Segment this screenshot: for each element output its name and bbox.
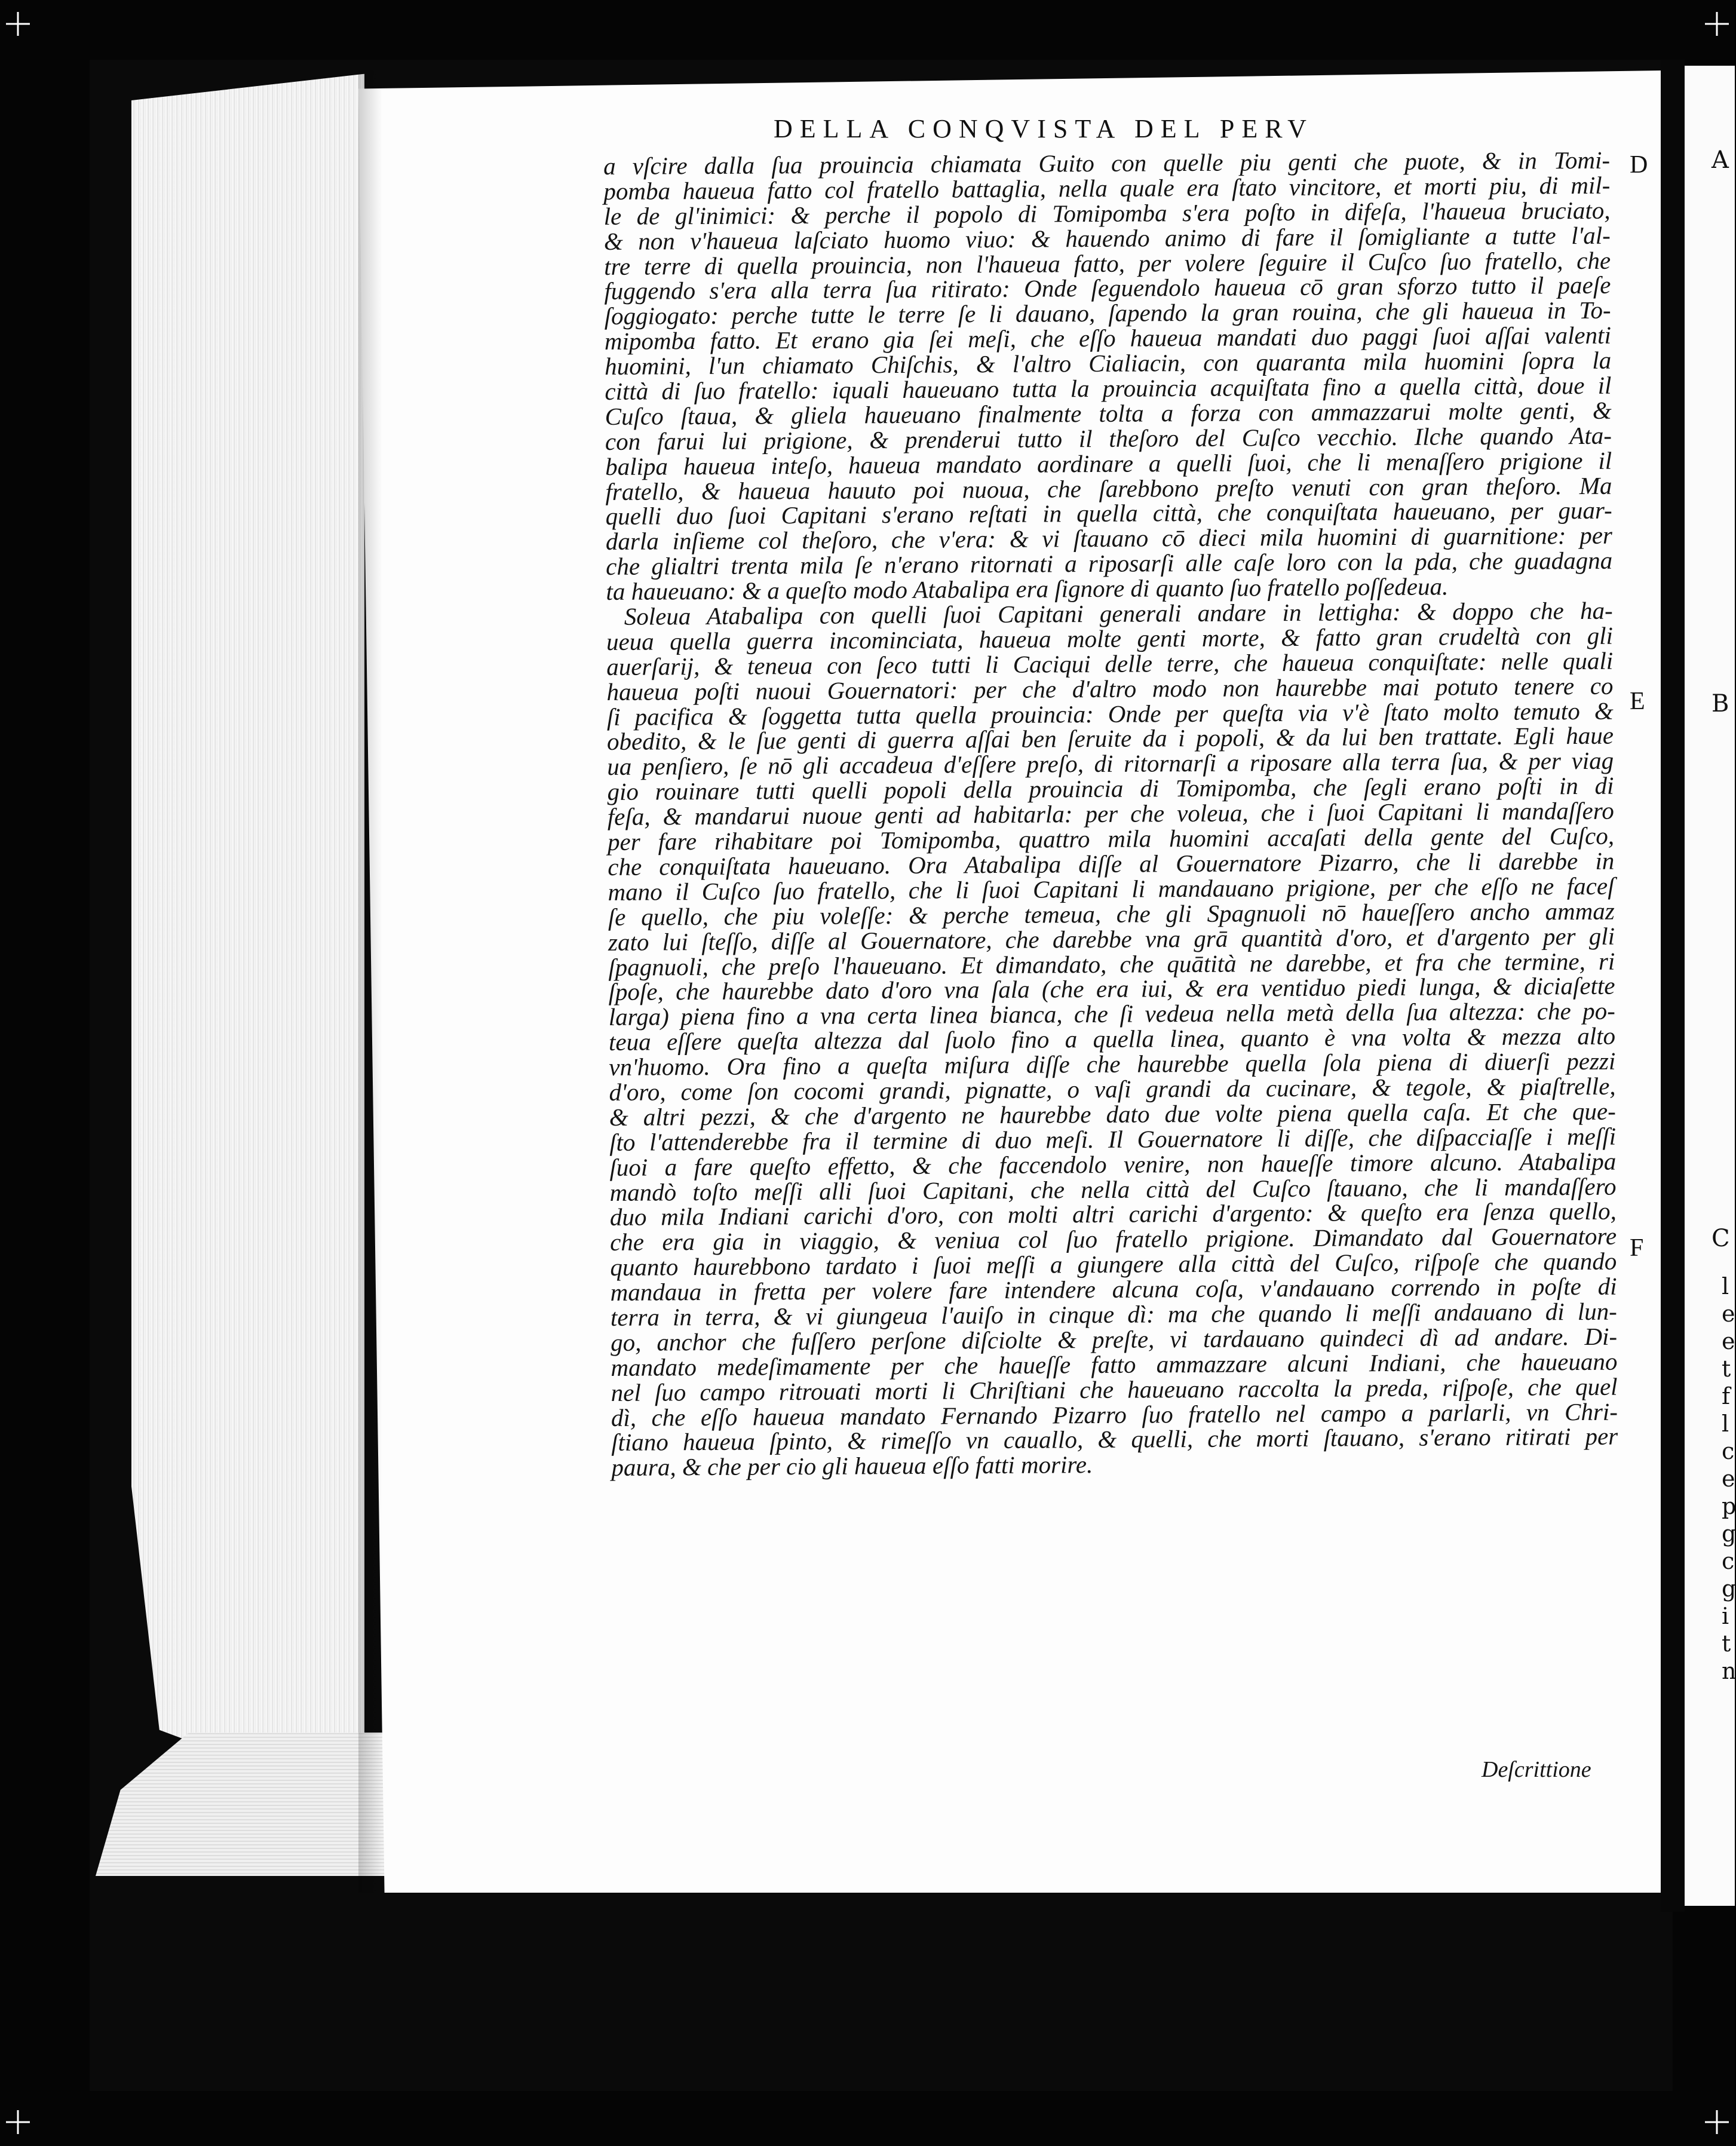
text-line: duo mila Indiani carichi d'oro, con molti altri carichi d'argento: & queſto era ſenza quello, [609, 1197, 1617, 1231]
text-line: mandaua in fretta per volere fare intendere alcuna coſa, v'andauano correndo in poſte di [610, 1272, 1617, 1307]
text-line: auerſarij, & teneua con ſeco tutti li Caciqui delle terre, che haueua conquiſtate: nelle quali [606, 646, 1614, 680]
text-line: che era gia in viaggio, & veniua col ſuo fratello prigione. Dimandato dal Gouernatore [609, 1222, 1617, 1256]
text-line: con farui lui prigione, & prenderui tutto il theſoro del Cuſco vecchio. Ilche quando Ata- [605, 421, 1612, 455]
text-line: haueua poſti nuoui Gouernatori: per che d'altro modo non haurebbe mai potuto tenere co [606, 672, 1614, 706]
text-line: le de gl'inimici: & perche il popolo di Tomipomba s'era poſto in difeſa, l'haueua bruciato, [603, 196, 1611, 230]
text-line: ua penſiero, ſe nō gli accadeua d'eſſere preſo, di ritornarſi a riposare alla terra ſua, & per viag [607, 747, 1614, 781]
text-line: vn'huomo. Ora fino a queſta miſura diſſe che haurebbe quella ſola piena di diuerſi pezzi [609, 1047, 1616, 1081]
text-line: mandò toſto meſſi alli ſuoi Capitani, che nella città del Cuſco ſtauano, che li mandaſſero [609, 1172, 1617, 1206]
text-line: teua eſſere queſta altezza dal ſuolo fino a quella linea, quanto è vna volta & mezza alto [608, 1022, 1616, 1056]
text-line: ſpoſe, che haurebbe dato d'oro vna ſala (che era iui, & era ventiduo piedi lunga, & diciaſette [608, 972, 1615, 1006]
text-line: per fare rihabitare poi Tomipomba, quattro mila huomini accaſati della gente del Cuſco, [607, 821, 1615, 856]
book-gutter [1661, 60, 1685, 1912]
text-line: gio rouinare tutti quelli popoli della prouincia di Tomipomba, che ſegli erano poſti in di [607, 771, 1614, 806]
text-line: ueua quella guerra incominciata, haueua molte genti morte, & fatto gran crudeltà con gli [606, 621, 1614, 655]
text-line: ſpagnuoli, che preſo l'haueuano. Et dimandato, che quātità ne darebbe, et fra che termine, ri [608, 947, 1615, 981]
text-line: Cuſco ſtaua, & gliela haueuano finalmente tolta a forza con ammazzarui molte genti, & [605, 396, 1612, 430]
text-line: fuggendo s'era alla terra ſua ritirato: Onde ſeguendolo haueua cō gran sforzo tutto il paeſe [604, 271, 1611, 305]
text-line: paura, & che per cio gli haueua eſſo fatti morire. [611, 1451, 1093, 1482]
facing-page-letter-b: B [1712, 690, 1729, 718]
facing-page-letter-a: A [1712, 146, 1729, 174]
text-line: quelli duo ſuoi Capitani s'erano reſtati in quella città, che conquiſtata haueuano, per guar- [605, 496, 1612, 531]
margin-letter-d: D [1630, 151, 1648, 179]
text-line: che conquiſtata haueuano. Ora Atabalipa diſſe al Gouernatore Pizarro, che li darebbe in [608, 847, 1615, 881]
text-line: nel ſuo campo ritrouati morti li Chriſtiani che haueuano raccolta la preda, riſpoſe, che quel [611, 1372, 1618, 1406]
text-line: a vſcire dalla ſua prouincia chiamata Guito con quelle piu genti che puote, & in Tomi- [603, 146, 1611, 180]
text-line: ſto l'attenderebbe fra il termine di duo meſi. Il Gouernatore li diſſe, che diſpacciaſſe i meſſi [609, 1122, 1617, 1156]
text-line: go, anchor che fuſſero perſone diſciolte & preſte, vi tardauano quindeci dì ad andare. Di- [611, 1322, 1618, 1356]
text-line: ſoggiogato: perche tutte le terre ſe li dauano, ſapendo la gran rouina, che gli haueua in To- [604, 296, 1611, 330]
text-line: ſtiano haueua ſpinto, & rimeſſo vn cauallo, & quelli, che morti ſtauano, s'erano ritirati per [611, 1423, 1618, 1457]
text-line: pomba haueua fatto col fratello battaglia, nella quale era ſtato vincitore, et morti piu, di mil- [603, 171, 1611, 205]
text-line: fratello, & haueua hauuto poi nuoua, che ſarebbono preſto venuti con gran theſoro. Ma [605, 471, 1612, 505]
text-line: d'oro, come ſon cocomi grandi, pignatte, o vaſi grandi da cucinare, & tegole, & piaſtrelle, [609, 1072, 1616, 1106]
text-line: tre terre di quella prouincia, non l'haueua fatto, per volere ſeguire il Cuſco ſuo fratello, che [604, 246, 1611, 280]
text-line: & non v'haueua laſciato huomo viuo: & hauendo animo di fare il ſomigliante a tutte l'al- [603, 221, 1611, 255]
catchword: Deſcrittione [1482, 1757, 1591, 1782]
margin-letter-e: E [1630, 688, 1645, 715]
text-line: terra in terra, & vi giungeua l'auiſo in cinque dì: ma che quando li meſſi andauano di lun- [610, 1297, 1618, 1331]
text-line: & altri pezzi, & che d'argento ne haurebbe dato due volte piena quella caſa. Et che que- [609, 1097, 1616, 1131]
page-edges-stack [131, 66, 364, 1807]
text-line: obedito, & le ſue genti di guerra aſſai ben ſeruite da i popoli, & da lui ben trattate. Egli haue [606, 722, 1614, 756]
text-line: ſe quello, che piu voleſſe: & perche temeua, che gli Spagnuoli nō haueſſero ancho ammaz [608, 897, 1615, 931]
text-line: feſa, & mandarui nuoue genti ad habitarla: per che voleua, che i ſuoi Capitani li mandaſſero [607, 796, 1614, 831]
text-line: ta haueuano: & a queſto modo Atabalipa era ſignore di quanto ſuo fratello poſſedeua. [606, 572, 1449, 606]
facing-page-text-fragment: l e e t f l c e p g c g i t n [1722, 1273, 1736, 1684]
page-shadow [358, 70, 382, 1893]
text-line: che glialtri trenta mila ſe n'erano ritornati a riposarſi alle caſe loro con la pda, che guadagna [606, 546, 1613, 581]
text-line: balipa haueua inteſo, haueua mandato aordinare a quelli ſuoi, che li menaſſero prigione il [605, 446, 1612, 480]
running-head: DELLA CONQVISTA DEL PERV [774, 114, 1314, 143]
text-line: huomini, l'un chiamato Chiſchis, & l'altro Cialiacin, con quaranta mila huomini ſopra la [605, 346, 1612, 381]
text-line: ſi pacifica & ſoggetta tutta quella prouincia: Onde per queſta via v'è ſtato molto temuto & [606, 697, 1614, 731]
text-line: dì, che eſſo haueua mandato Fernando Pizarro ſuo fratello nel campo a parlarli, vn Chri- [611, 1397, 1618, 1431]
facing-page-letter-c: C [1712, 1225, 1730, 1252]
text-line: Soleua Atabalipa con quelli ſuoi Capitani generali andare in lettigha: & doppo che ha- [624, 596, 1613, 630]
text-line: zato lui ſteſſo, diſſe al Gouernatore, che darebbe vna grā quantità d'oro, et d'argento per gli [608, 922, 1615, 956]
text-line: mano il Cuſco ſuo fratello, che li ſuoi Capitani li mandauano prigione, per che eſſo ne faceſ [608, 872, 1615, 906]
text-line: quanto haurebbono tardato i ſuoi meſſi a giungere alla città del Cuſco, riſpoſe che quando [610, 1247, 1617, 1282]
body-text [603, 148, 1627, 1481]
text-line: mandato medeſimamente per che haueſſe fatto ammazzare alcuni Indiani, che haueuano [611, 1347, 1618, 1381]
text-line: darla inſieme col theſoro, che v'era: & vi ſtauano cō dieci mila huomini di guarnitione: per [605, 522, 1613, 556]
text-line: mipomba fatto. Et erano gia ſei meſi, che eſſo haueua mandati duo paggi ſuoi aſſai valenti [604, 321, 1612, 355]
text-line: ſuoi a fare queſto effetto, & che faccendolo venire, non haueſſe timore alcuno. Atabalipa [609, 1147, 1617, 1181]
text-line: città di ſuo fratello: iquali haueuano tutta la prouincia acquiſtata fino a quella città, doue il [605, 371, 1612, 406]
margin-letter-f: F [1630, 1234, 1644, 1262]
text-line: larga) piena fino a vna certa linea bianca, che ſi vedeua nella metà della ſua altezza: che po- [608, 997, 1615, 1031]
